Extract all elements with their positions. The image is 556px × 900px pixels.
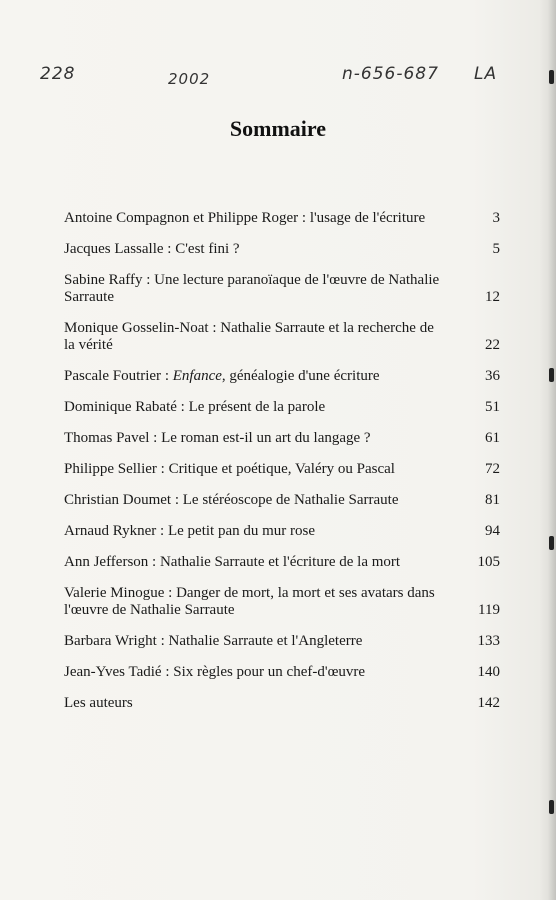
- toc-separator: :: [171, 492, 183, 508]
- toc-entry: [64, 430, 500, 447]
- toc-author: Philippe Sellier: [64, 461, 157, 477]
- toc-page-number: 142: [477, 695, 500, 711]
- toc-title: Nathalie Sarraute et l'écriture de la mort: [159, 554, 401, 570]
- toc-page-number: 61: [485, 430, 500, 446]
- toc-author: Pascale Foutrier: [64, 368, 162, 384]
- toc-entry: [64, 399, 500, 416]
- toc-separator: :: [161, 664, 174, 680]
- toc-entry-text: [64, 241, 466, 258]
- toc-entry: [64, 368, 500, 385]
- toc-title: Nathalie Sarraute et l'Angleterre: [168, 633, 363, 649]
- toc-separator: :: [298, 210, 310, 226]
- toc-page-number: 140: [477, 664, 500, 680]
- toc-author: Arnaud Rykner: [64, 523, 157, 539]
- toc-title-italic: Enfance: [172, 368, 222, 384]
- toc-title: , généalogie d'une écriture: [221, 368, 380, 384]
- toc-title: Six règles pour un chef-d'œuvre: [173, 664, 366, 680]
- toc-entry: [64, 241, 500, 258]
- toc-author: Monique Gosselin-Noat: [64, 320, 209, 336]
- toc-separator: :: [176, 399, 189, 415]
- toc-title: Danger de mort, la mort et ses avatars dans l'œuvre de Nathalie Sarraute: [64, 585, 435, 618]
- toc-author: Les auteurs: [64, 695, 133, 711]
- toc-page-number: 119: [478, 602, 500, 618]
- toc-entry-text: [64, 523, 466, 540]
- toc-entry: [64, 695, 500, 712]
- toc-entry: [64, 554, 500, 571]
- toc-entry: [64, 461, 500, 478]
- toc-entry: [64, 210, 500, 227]
- toc-entry-text: [64, 272, 466, 306]
- table-of-contents: [64, 210, 500, 726]
- toc-entry-text: [64, 585, 466, 619]
- toc-title: Le présent de la parole: [188, 399, 326, 415]
- toc-page-number: 72: [485, 461, 500, 477]
- toc-title: Nathalie Sarraute et la recherche de la vérité: [64, 320, 434, 353]
- edge-mark: [549, 800, 554, 814]
- toc-separator: :: [148, 554, 160, 570]
- toc-page-number: 5: [492, 241, 500, 257]
- edge-mark: [549, 536, 554, 550]
- edge-mark: [549, 70, 554, 84]
- toc-entry: [64, 492, 500, 509]
- handwritten-note-year: 2002: [168, 70, 211, 88]
- toc-author: Ann Jefferson: [64, 554, 149, 570]
- toc-separator: :: [161, 368, 173, 384]
- handwritten-note-left: 228: [40, 64, 76, 84]
- toc-page-number: 81: [485, 492, 500, 508]
- toc-entry-text: [64, 664, 466, 681]
- toc-entry: [64, 585, 500, 619]
- toc-entry-text: [64, 210, 466, 227]
- toc-title: Le roman est-il un art du langage ?: [161, 430, 371, 446]
- toc-author: Thomas Pavel: [64, 430, 150, 446]
- toc-separator: :: [164, 585, 177, 601]
- toc-entry-text: [64, 554, 466, 571]
- toc-separator: :: [156, 523, 168, 539]
- toc-page-number: 94: [485, 523, 500, 539]
- toc-entry-text: [64, 368, 466, 385]
- toc-author: Antoine Compagnon et Philippe Roger: [64, 210, 299, 226]
- toc-page-number: 22: [485, 337, 500, 353]
- toc-author: Sabine Raffy: [64, 272, 143, 288]
- edge-mark: [549, 368, 554, 382]
- toc-title: Critique et poétique, Valéry ou Pascal: [168, 461, 395, 477]
- toc-author: Jean-Yves Tadié: [64, 664, 162, 680]
- toc-separator: :: [149, 430, 162, 446]
- toc-entry: [64, 664, 500, 681]
- toc-entry: [64, 633, 500, 650]
- toc-title: Le stéréoscope de Nathalie Sarraute: [182, 492, 399, 508]
- toc-separator: :: [208, 320, 221, 336]
- toc-author: Dominique Rabaté: [64, 399, 177, 415]
- toc-separator: :: [156, 461, 169, 477]
- toc-author: Jacques Lassalle: [64, 241, 164, 257]
- toc-title: l'usage de l'écriture: [309, 210, 426, 226]
- toc-title: Le petit pan du mur rose: [167, 523, 316, 539]
- toc-entry-text: [64, 399, 466, 416]
- toc-author: Barbara Wright: [64, 633, 157, 649]
- toc-entry-text: [64, 633, 466, 650]
- toc-title: C'est fini ?: [175, 241, 240, 257]
- toc-separator: :: [156, 633, 169, 649]
- toc-entry: [64, 320, 500, 354]
- toc-page-number: 12: [485, 289, 500, 305]
- toc-title: Une lecture paranoïaque de l'œuvre de Nathalie Sarraute: [64, 272, 440, 305]
- toc-page-number: 3: [492, 210, 500, 226]
- toc-page-number: 51: [485, 399, 500, 415]
- toc-entry: [64, 272, 500, 306]
- toc-page-number: 105: [477, 554, 500, 570]
- toc-entry-text: [64, 430, 466, 447]
- toc-entry-text: [64, 492, 466, 509]
- toc-author: Christian Doumet: [64, 492, 172, 508]
- toc-entry-text: [64, 320, 466, 354]
- toc-separator: :: [163, 241, 176, 257]
- page-title: Sommaire: [229, 116, 327, 141]
- toc-page-number: 36: [485, 368, 500, 384]
- toc-entry: [64, 523, 500, 540]
- toc-author: Valerie Minogue: [64, 585, 165, 601]
- handwritten-note-code: LA: [474, 64, 498, 84]
- toc-page-number: 133: [477, 633, 500, 649]
- toc-entry-text: [64, 461, 466, 478]
- toc-entry-text: [64, 695, 466, 712]
- toc-separator: :: [142, 272, 155, 288]
- handwritten-note-ref: n-656-687: [342, 64, 439, 84]
